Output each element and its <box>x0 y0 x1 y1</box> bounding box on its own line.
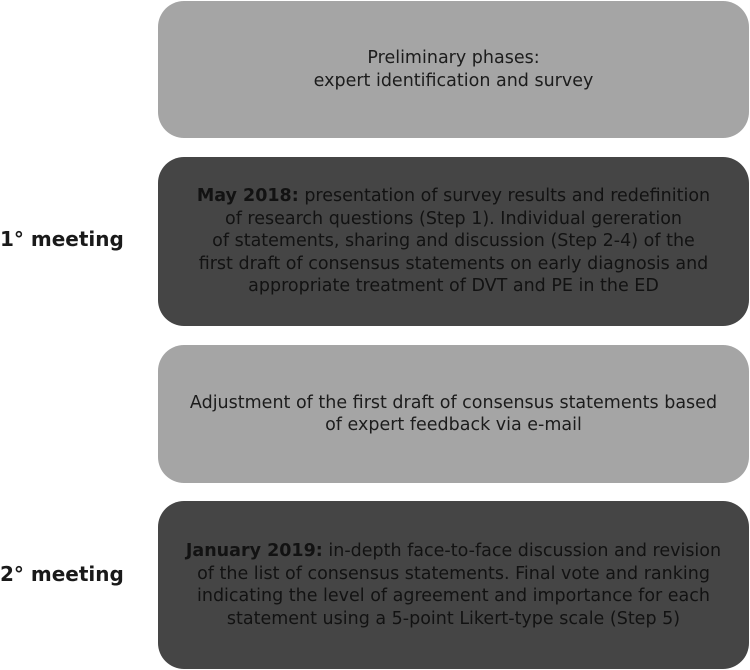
january-2019-box <box>158 501 749 669</box>
box-text-line: presentation of survey results and redefinition <box>304 186 711 207</box>
box-text-line: expert identification and survey <box>313 70 594 91</box>
box-text-line: first draft of consensus statements on early diagnosis and <box>198 253 709 274</box>
meeting-2-label: 2° meeting <box>0 562 124 586</box>
box-text-line: Adjustment of the first draft of consensus statements based <box>189 392 718 413</box>
meeting-1-label: 1° meeting <box>0 227 124 251</box>
adjustment-box <box>158 345 749 483</box>
box-text-line: in-depth face-to-face discussion and revision <box>328 541 722 561</box>
box-text-line: of expert feedback via e-mail <box>325 415 582 435</box>
box-text-line: appropriate treatment of DVT and PE in the ED <box>248 276 659 297</box>
box-text-line: of research questions (Step 1). Individual gereration <box>225 208 682 229</box>
preliminary-phases-box <box>158 1 749 138</box>
box-lead-date: May 2018: <box>196 186 299 207</box>
box-text-line: of statements, sharing and discussion (Step 2-4) of the <box>212 231 695 252</box>
may-2018-box <box>158 157 749 326</box>
box-lead-date: January 2019: <box>185 541 323 561</box>
box-text-line: indicating the level of agreement and importance for each <box>196 586 710 606</box>
box-text-line: statement using a 5-point Likert-type scale (Step 5) <box>226 608 681 629</box>
box-text-line: of the list of consensus statements. Final vote and ranking <box>197 563 710 584</box>
box-text-line: Preliminary phases: <box>367 48 540 68</box>
